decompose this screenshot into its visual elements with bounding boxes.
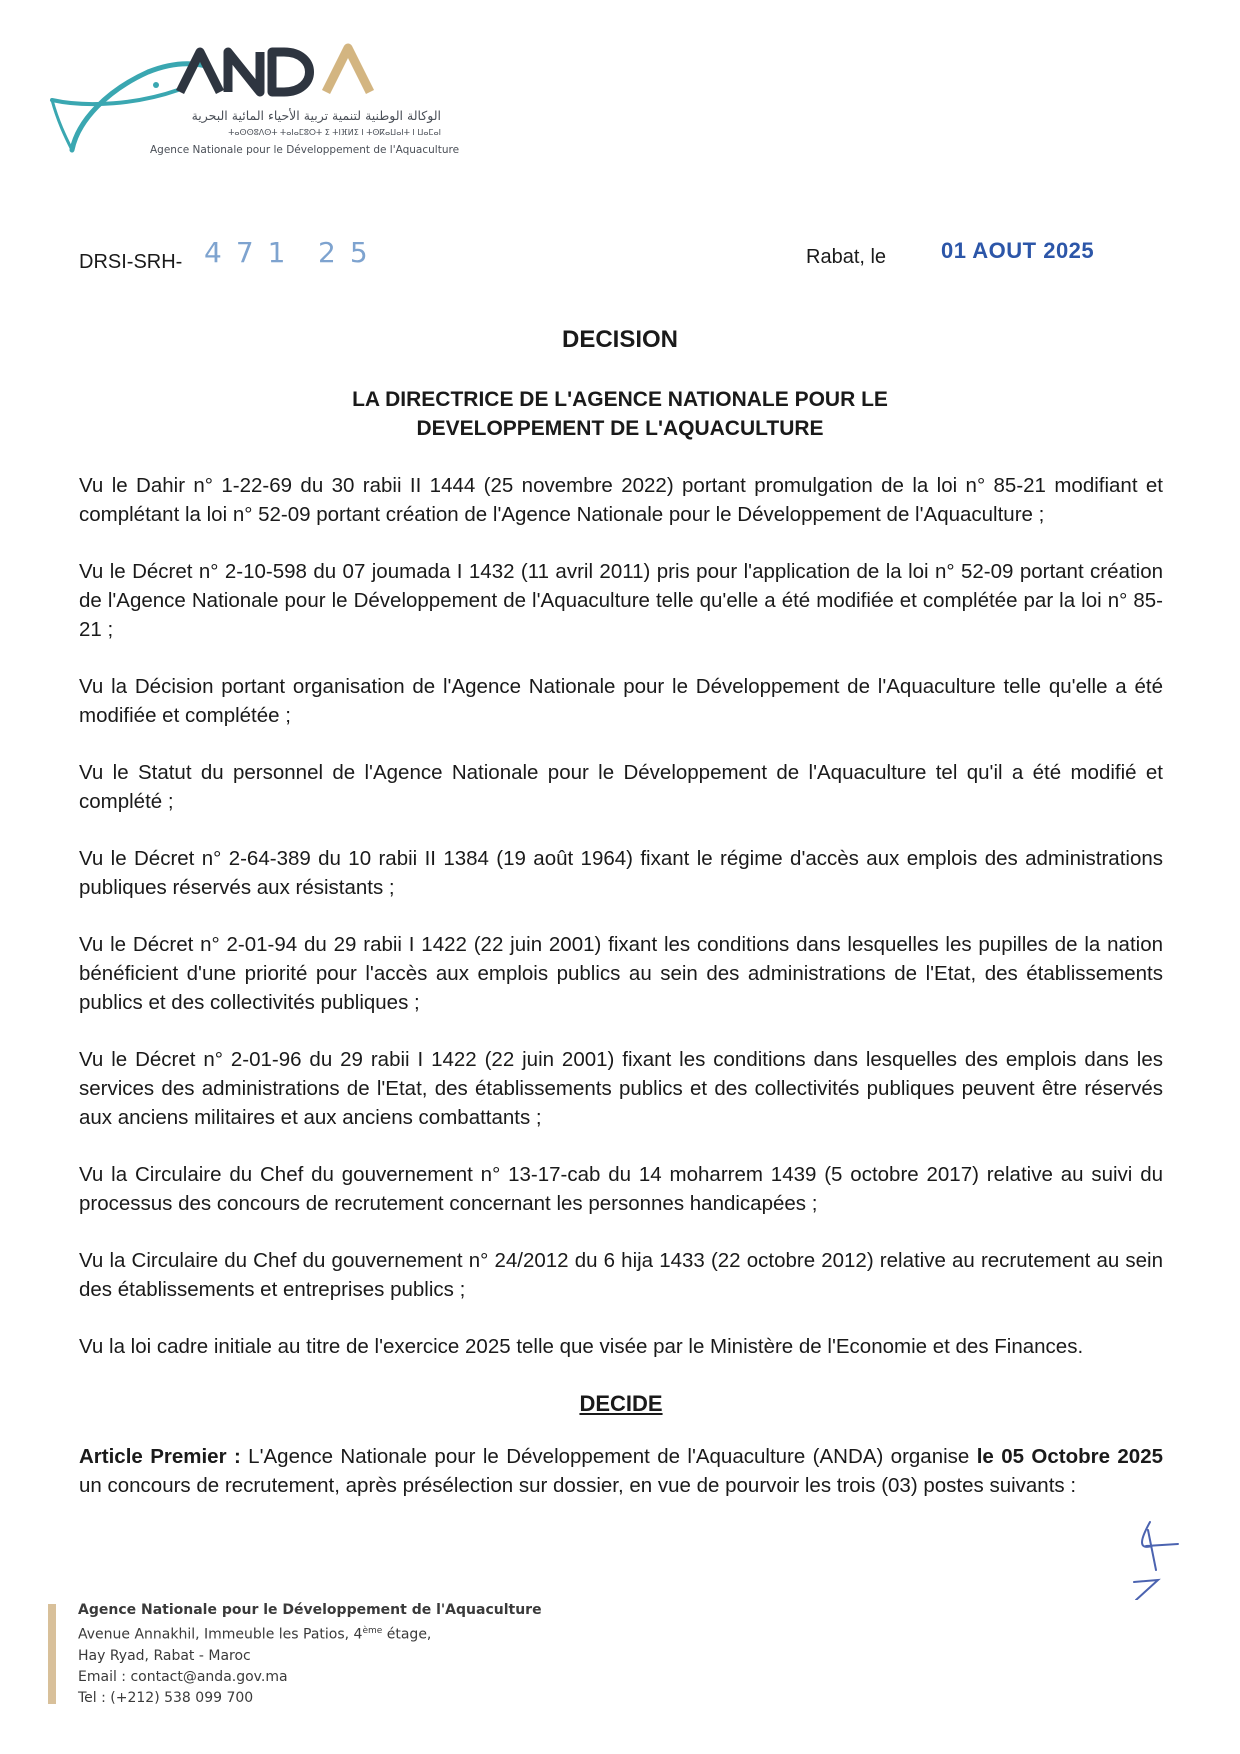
footer-street: Avenue Annakhil, Immeuble les Patios, 4ème étage,	[78, 1626, 432, 1643]
subtitle-line-2: DEVELOPPEMENT DE L'AQUACULTURE	[416, 417, 824, 440]
considerant-paragraph: Vu la loi cadre initiale au titre de l'exercice 2025 telle que visée par le Ministère de l'Economie et des Finances.	[79, 1335, 1084, 1358]
footer-tel: Tel : (+212) 538 099 700	[78, 1689, 254, 1706]
considerant-paragraph: Vu le Statut du personnel de l'Agence Nationale pour le Développement de l'Aquaculture tel qu'il a été modifié et complété ;	[79, 761, 1163, 813]
anda-logo	[48, 30, 460, 160]
considerant-paragraph: Vu la Circulaire du Chef du gouvernement n° 13-17-cab du 14 moharrem 1439 (5 octobre 2017) relative au suivi du processus des concours de recrutement concernant les personnes handicapées ;	[79, 1163, 1163, 1215]
date-stamp: 01 AOUT 2025	[941, 238, 1095, 263]
logo-french-text: Agence Nationale pour le Développement de l'Aquaculture	[150, 144, 460, 156]
considerant-paragraph: Vu le Décret n° 2-64-389 du 10 rabii II 1384 (19 août 1964) fixant le régime d'accès aux emplois des administrations publiques réservés aux résistants ;	[79, 847, 1163, 899]
logo-tifinagh-text: ⵜⴰⵙⵙⵓⴷⵙⵜ ⵜⴰⵏⴰⵎⵓⵔⵜ ⵉ ⵜⵏⴼⵍⵉ ⵏ ⵜⵙⴽⴰⵡⴰⵏⵜ ⵏ ⵡⴰⵎⴰⵏ	[228, 128, 441, 137]
reference-number-stamp: 471	[204, 236, 300, 269]
reference-year-stamp: 25	[318, 236, 382, 269]
footer-accent-bar	[48, 1604, 56, 1704]
considerant-paragraph: Vu la Décision portant organisation de l'Agence Nationale pour le Développement de l'Aquaculture telle qu'elle a été modifiée et complétée ;	[79, 675, 1163, 727]
article-text-before: L'Agence Nationale pour le Développement de l'Aquaculture (ANDA) organise	[240, 1445, 977, 1468]
article-date: le 05 Octobre 2025	[976, 1445, 1163, 1468]
document-body	[79, 471, 1163, 1528]
footer-address	[78, 1600, 542, 1709]
footer-email: Email : contact@anda.gov.ma	[78, 1668, 288, 1685]
fish-logo-icon	[48, 30, 448, 160]
place-label: Rabat, le	[806, 246, 887, 268]
considerant-paragraph: Vu le Décret n° 2-01-94 du 29 rabii I 1422 (22 juin 2001) fixant les conditions dans lesquelles les pupilles de la nation bénéficient d'une priorité pour l'accès aux emplois publics au sein des administrations de l'Etat, des établissements publics et des collectivités publiques ;	[79, 933, 1163, 1014]
article-text-after: un concours de recrutement, après présélection sur dossier, en vue de pourvoir les trois (03) postes suivants :	[79, 1474, 1077, 1497]
footer-org: Agence Nationale pour le Développement de l'Aquaculture	[78, 1602, 542, 1618]
considerant-paragraph: Vu le Décret n° 2-10-598 du 07 joumada I 1432 (11 avril 2011) pris pour l'application de la loi n° 52-09 portant création de l'Agence Nationale pour le Développement de l'Aquaculture telle qu'elle a été modifiée et complétée par la loi n° 85-21 ;	[79, 560, 1163, 641]
considerant-paragraph: Vu le Décret n° 2-01-96 du 29 rabii I 1422 (22 juin 2001) fixant les conditions dans lesquelles des emplois dans les services des administrations de l'Etat, des établissements publics et des collectivités publiques peuvent être réservés aux anciens militaires et aux anciens combattants ;	[79, 1048, 1163, 1129]
considerant-paragraph: Vu le Dahir n° 1-22-69 du 30 rabii II 1444 (25 novembre 2022) portant promulgation de la loi n° 85-21 modifiant et complétant la loi n° 52-09 portant création de l'Agence Nationale pour le Développement de l'Aquaculture ;	[79, 474, 1163, 526]
article-premier	[79, 1442, 1163, 1500]
document-title: DECISION	[561, 326, 678, 353]
document-subtitle	[240, 385, 1000, 443]
article-label: Article Premier :	[79, 1445, 241, 1468]
reference-label: DRSI-SRH-	[79, 251, 183, 273]
decide-heading: DECIDE	[579, 1391, 663, 1416]
subtitle-line-1: LA DIRECTRICE DE L'AGENCE NATIONALE POUR LE	[352, 388, 888, 411]
footer-city: Hay Ryad, Rabat - Maroc	[78, 1647, 251, 1664]
handwritten-initials-icon	[1118, 1500, 1198, 1600]
considerant-paragraph: Vu la Circulaire du Chef du gouvernement n° 24/2012 du 6 hija 1433 (22 octobre 2012) relative au recrutement au sein des établissements et entreprises publics ;	[79, 1249, 1163, 1301]
logo-arabic-text: الوكالة الوطنية لتنمية تربية الأحياء المائية البحرية	[191, 108, 441, 123]
